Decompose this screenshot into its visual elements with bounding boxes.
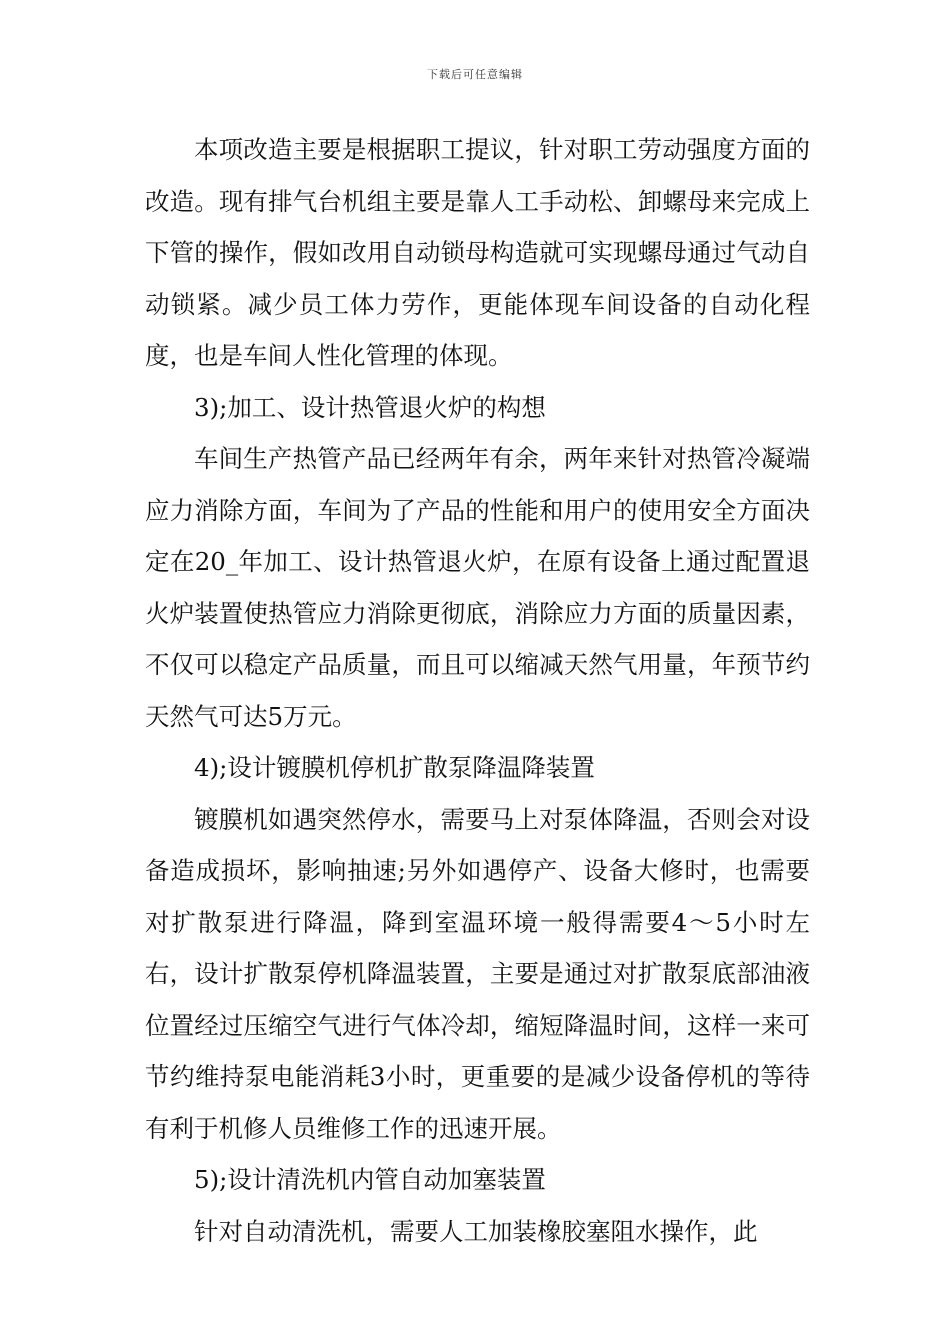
paragraph-annealing-furnace: 车间生产热管产品已经两年有余，两年来针对热管冷凝端应力消除方面，车间为了产品的性能和用户的使用安全方面决定在20_年加工、设计热管退火炉，在原有设备上通过配置退火炉装置使热管应力消除更彻底，消除应力方面的质量因素，不仅可以稳定产品质量，而且可以缩减天然气用量，年预节约天然气可达5万元。 [145, 444, 810, 731]
header-note: 下载后可任意编辑 [427, 68, 523, 81]
document-body [145, 124, 810, 1257]
paragraph-auto-plug-device: 针对自动清洗机，需要人工加装橡胶塞阻水操作，此 [194, 1216, 758, 1246]
section-heading-annealing-furnace: 3);加工、设计热管退火炉的构想 [194, 392, 546, 422]
section-heading-auto-plug-device: 5);设计清洗机内管自动加塞装置 [194, 1165, 546, 1194]
paragraph-diffusion-pump-cooling: 镀膜机如遇突然停水，需要马上对泵体降温，否则会对设备造成损坏，影响抽速;另外如遇停产、设备大修时，也需要对扩散泵进行降温，降到室温环境一般得需要4～5小时左右，设计扩散泵停机降温装置，主要是通过对扩散泵底部油液位置经过压缩空气进行气体冷却，缩短降温时间，这样一来可节约维持泵电能消耗3小时，更重要的是减少设备停机的等待有利于机修人员维修工作的迅速开展。 [145, 804, 810, 1143]
section-heading-diffusion-pump-cooling: 4);设计镀膜机停机扩散泵降温降装置 [194, 753, 595, 782]
paragraph-automatic-nut-lock: 本项改造主要是根据职工提议，针对职工劳动强度方面的改造。现有排气台机组主要是靠人工手动松、卸螺母来完成上下管的操作，假如改用自动锁母构造就可实现螺母通过气动自动锁紧。减少员工体力劳作，更能体现车间设备的自动化程度，也是车间人性化管理的体现。 [145, 135, 810, 370]
